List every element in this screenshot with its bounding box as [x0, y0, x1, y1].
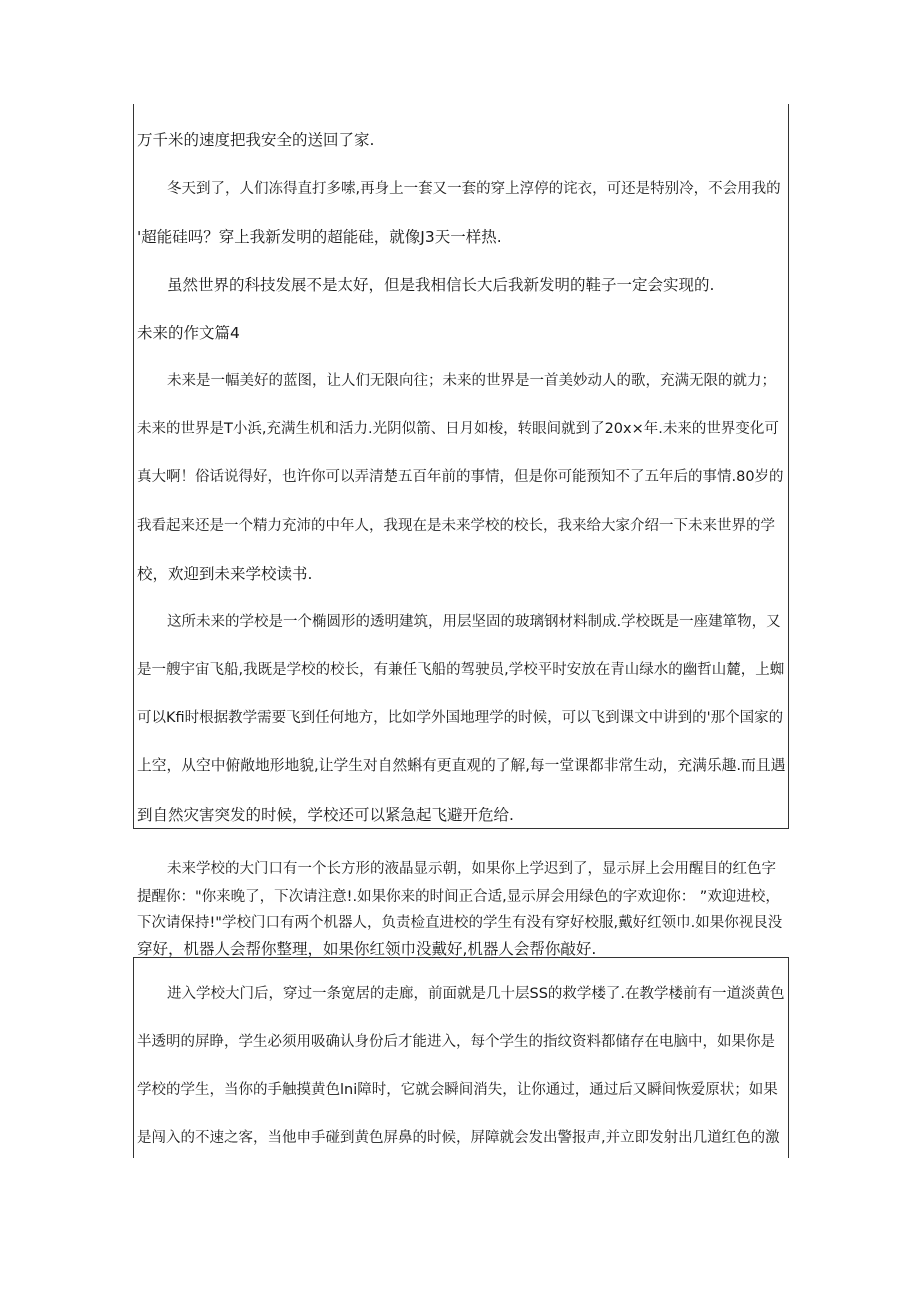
paragraph-line: 真大啊！俗话说得好，也许你可以弄清楚五百年前的事情，但是你可能预知不了五年后的事情.80岁的: [137, 469, 784, 485]
paragraph-line: 进入学校大门后，穿过一条宽居的走廊，前面就是几十层SS的救学楼了.在教学楼前有一道淡黄色: [167, 986, 785, 1002]
paragraph-line: 是一艘宇宙飞船,我既是学校的校长，有兼任飞船的驾驶员,学校平时安放在青山绿水的幽哲山麓，上蜘: [137, 662, 785, 678]
paragraph-line: 下次请保持!"学校门口有两个机器人，负责检直进校的学生有没有穿好校服,戴好红领巾.如果你视艮没: [137, 915, 783, 931]
paragraph-line: 到自然灾害突发的时候，学校还可以紧急起飞避开危给.: [137, 806, 514, 824]
paragraph-line: 穿好，机器人会帮你整理，如果你红领巾没戴好,机器人会帮你敲好.: [137, 940, 597, 958]
paragraph-line: 这所未来的学校是一个椭圆形的透明建筑，用层坚固的玻璃钢材料制成.学校既是一座建箪物，又: [167, 614, 781, 630]
section-heading: 未来的作文篇4: [137, 324, 240, 342]
paragraph-line: 虽然世界的科技发展不是太好，但是我相信长大后我新发明的鞋子一定会实现的.: [167, 276, 715, 294]
paragraph-line: 提醒你："你来晚了，下次请注意!.如果你来的时间正合适,显示屏会用绿色的字欢迎你： ”欢迎进校，: [137, 889, 780, 905]
paragraph-line: 可以Kfi时根据教学需要飞到任何地方，比如学外国地理学的时候，可以飞到课文中讲到的'那个国家的: [137, 710, 784, 726]
paragraph-line: 未来学校的大门口有一个长方形的液晶显示朝，如果你上学迟到了，显示屏上会用醒目的红色字: [167, 861, 776, 877]
paragraph-line: 是闯入的不速之客，当他申手碰到黄色屏鼻的时候，屏障就会发出警报声,并立即发射出几道红色的激: [137, 1130, 780, 1146]
paragraph-line: 冬天到了，人们冻得直打多嗦,再身上一套又一套的穿上淳停的诧衣，可还是特别冷，不会用我的: [167, 181, 781, 197]
paragraph-line: 校，欢迎到未来学校读书.: [137, 565, 313, 583]
paragraph-line: 未来是一幅美好的蓝图，让人们无限向往；未来的世界是一首美妙动人的歌，充满无限的就力；: [167, 373, 776, 389]
paragraph-line: 万千米的速度把我安全的送回了家.: [137, 131, 375, 149]
paragraph-line: '超能硅吗？穿上我新发明的超能硅，就像J3天一样热.: [137, 228, 502, 246]
paragraph-line: 我看起来还是一个精力充沛的中年人，我现在是未来学校的校长，我来给大家介绍一下未来世界的学: [137, 518, 775, 534]
paragraph-line: 半透明的屏睁，学生必须用吸确认身份后才能进入，每个学生的指纹资料都储存在电脑中，如果你是: [137, 1034, 775, 1050]
paragraph-line: 未来的世界是T小浜,充满生机和活力.光阴似箭、日月如梭，转眼间就到了20x×年.未来的世界变化可: [137, 421, 779, 437]
paragraph-line: 上空，从空中俯敞地形地貌,让学生对自然蝌有更直观的了解,每一堂课都非常生动，充满乐趣.而且遇: [137, 757, 786, 774]
paragraph-line: 学校的学生，当你的手触摸黄色lni障时，它就会瞬间消失，让你通过，通过后又瞬间恢爱原状；如果: [137, 1082, 778, 1098]
